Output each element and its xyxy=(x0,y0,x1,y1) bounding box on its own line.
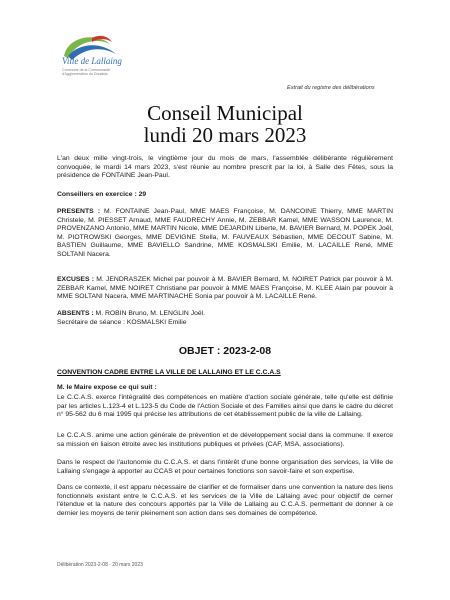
convention-title: CONVENTION CADRE ENTRE LA VILLE DE LALLAING ET LE C.C.A.S xyxy=(57,369,281,376)
excuses-block xyxy=(57,276,393,302)
paragraph-2: Le C.C.A.S. anime une action générale de prévention et de développement social dans la commune. Il exerce sa mission en liaison étroite avec les institutions publiques et privées (CAF, MSA, associations). xyxy=(57,432,393,448)
extract-label: Extrait du registre des délibérations xyxy=(287,85,375,91)
logo-name: Ville de Lallaing xyxy=(62,56,122,66)
conseillers-label: Conseillers en exercice : 29 xyxy=(57,191,147,198)
presents-label: PRESENTS : xyxy=(57,208,100,215)
absents-label: ABSENTS : xyxy=(57,310,94,317)
absents-text: M. ROBIN Bruno, M. LENGLIN Joël. xyxy=(95,310,206,317)
absents-block xyxy=(57,310,393,319)
council-title: Conseil Municipal xyxy=(147,101,303,125)
paragraph-3: Dans le respect de l'autonomie du C.C.A.S. et dans l'intérêt d'une bonne organisation des services, la Ville de Lallaing s'engage à apporter au CCAS et pour certaines fonctions son savoir-faire et son expertise. xyxy=(57,459,393,475)
logo-tagline: Commune de la Communauté d'Agglomération du Douaisis xyxy=(62,68,110,77)
intro-paragraph: L'an deux mille vingt-trois, le vingtième jour du mois de mars, l'assemblée délibérante régulièrement convoquée, le mardi 14 mars 2023, s'est réunie au nombre prescrit par la loi, à Salle des Fêtes, sous la présidence de FONTAINE Jean-Paul. xyxy=(57,155,393,180)
excuses-text: M. JENDRASZEK Michel par pouvoir à M. BAVIER Bernard, M. NOIRET Patrick par pouvoir à M. ZEBBAR Kamel, MME NOIRET Christiane par pouvoir à MME MAES Françoise, M. KLEE Alain par pouvoir à MME SOLTANI Nacera, MME MARTINACHE Sonia par pouvoir à M. LACAILLE René. xyxy=(57,276,394,301)
presents-block xyxy=(57,208,393,260)
presents-text: M. FONTAINE Jean-Paul, MME MAES Françoise, M. DANCOINE Thierry, MME MARTIN Christele, M. PIESSET Arnaud, MME FAUDRECHY Annie, M. ZEBBAR Kamel, MME WASSON Laurence, M. PROVENZANO Antonio, MME MARTIN Nicole, MME DEJARDIN Liberte, M. BAVIER Bernard, M. POPEK Joël, M. PIOTROWSKI Georges, MME DEVIGNE Stella, M. FAUVEAUX Sébastien, MME DECOUT Sabine, M. BASTIEN Guillaume, MME BAVIELLO Sandrine, MME KOSMALSKI Emilie, M. LACAILLE René, MME SOLTANI Nacera. xyxy=(57,208,393,258)
paragraph-4: Dans ce contexte, il est apparu nécessaire de clarifier et de formaliser dans une convention la nature des liens fonctionnels existant entre le C.C.A.S. et les services de la Ville de Lallaing avec pour objectif de cerner l'étendue et la nature des concours apportés par la Ville de Lallaing au C.C.A.S. permettant de donner à ce dernier les moyens de tenir pleinement son action dans ses domaines de compétence. xyxy=(57,484,393,517)
page-footer: Délibération 2023-2-08 · 20 mars 2023 xyxy=(57,562,143,568)
paragraph-1: Le C.C.A.S. exerce l'intégralité des compétences en matière d'action sociale générale, telle qu'elle est définie par les articles L.123-4 et L.123-5 du Code de l'Action Sociale et des Familles ainsi que dans le cadre du décret n° 95-562 du 6 mai 1995 qui précise les attributions de cet établissement public de la ville de Lallaing. xyxy=(57,394,393,419)
objet-heading: OBJET : 2023-2-08 xyxy=(178,345,272,357)
excuses-label: EXCUSES : xyxy=(57,276,94,283)
meeting-date: lundi 20 mars 2023 xyxy=(143,123,307,147)
maire-expose: M. le Maire expose ce qui suit : xyxy=(57,384,157,391)
conseillers-line xyxy=(57,191,393,200)
secretaire-line: Secrétaire de séance : KOSMALSKI Emilie xyxy=(57,319,187,326)
